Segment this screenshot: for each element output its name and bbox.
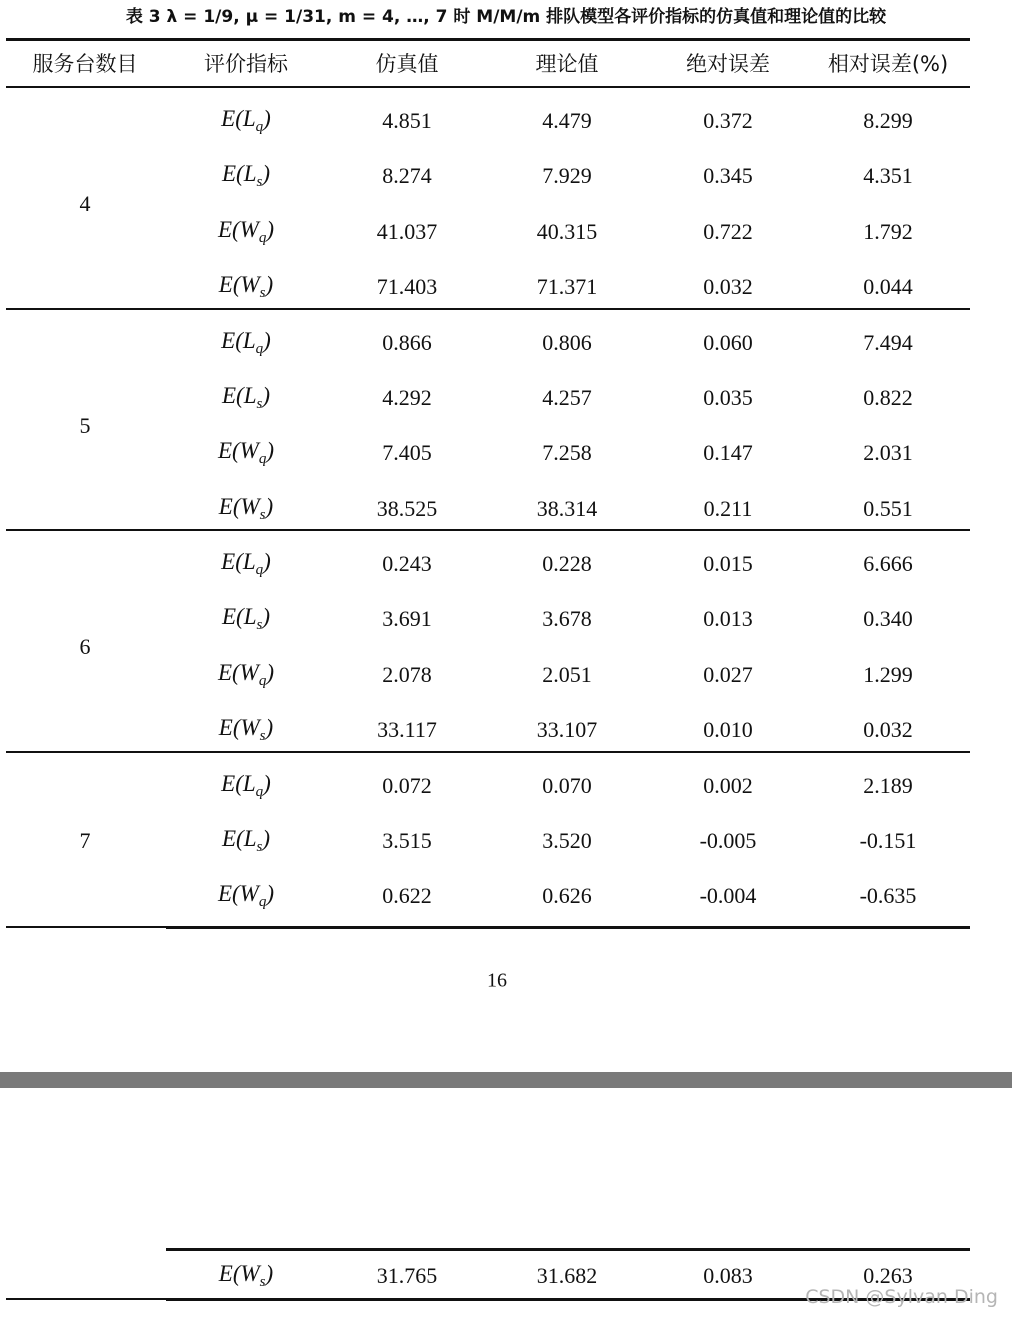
theoretical-value: 2.051 [542, 661, 592, 687]
metric-close: ) [265, 493, 274, 519]
simulated-value: 0.243 [382, 551, 432, 576]
metric-subscript: q [255, 562, 264, 578]
continuation-top-rule [166, 1248, 970, 1251]
metric-base: E(L [221, 161, 257, 187]
metric-base: E(L [221, 549, 256, 574]
metric-base: E(L [221, 825, 257, 851]
metric-subscript: s [259, 506, 266, 523]
header-theoretical: 理论值 [535, 52, 599, 76]
metric-label [221, 328, 271, 358]
abs-error-value: 0.147 [703, 440, 753, 466]
rel-error-value: 0.044 [863, 274, 913, 300]
abs-error-value: 0.032 [703, 274, 753, 300]
metric-close: ) [262, 825, 271, 851]
server-count: 6 [79, 634, 91, 660]
metric-close: ) [265, 272, 274, 298]
rel-error-value: 0.551 [863, 495, 913, 521]
simulated-value: 4.292 [382, 384, 432, 410]
metric-base: E(W [218, 715, 260, 741]
group-rule-5-6 [6, 529, 970, 531]
simulated-value: 0.622 [382, 883, 432, 909]
simulated-value: 7.405 [382, 440, 432, 466]
rel-error-value: 0.340 [863, 606, 913, 632]
rel-error-value: -0.635 [859, 883, 917, 909]
simulated-value: 4.851 [382, 108, 432, 133]
theoretical-value: 38.314 [536, 495, 598, 521]
metric-close: ) [263, 106, 271, 131]
metric-label [222, 161, 270, 191]
continuation-bottom-rule-left [6, 1298, 166, 1300]
rel-error-value: 0.822 [863, 384, 913, 410]
theoretical-value: 3.520 [542, 827, 592, 853]
simulated-value: 3.691 [382, 606, 432, 632]
simulated-value: 8.274 [382, 163, 432, 189]
rel-error-value: 0.263 [863, 1263, 913, 1288]
metric-base: E(L [221, 382, 257, 408]
rel-error-value: 7.494 [863, 329, 913, 355]
metric-label [218, 438, 274, 468]
abs-error-value: 0.372 [703, 108, 753, 133]
metric-close: ) [265, 1261, 274, 1286]
metric-label [221, 549, 271, 579]
metric-base: E(L [221, 106, 256, 131]
simulated-value: 33.117 [377, 717, 437, 743]
metric-subscript: q [255, 119, 264, 135]
theoretical-value: 0.070 [542, 772, 592, 798]
metric-label [219, 715, 273, 745]
metric-close: ) [265, 715, 274, 741]
theoretical-value: 4.479 [542, 108, 592, 133]
abs-error-value: 0.722 [703, 218, 753, 244]
metric-close: ) [266, 881, 275, 907]
metric-base: E(L [221, 327, 256, 353]
theoretical-value: 3.678 [542, 606, 592, 632]
metric-close: ) [266, 216, 275, 242]
metric-label [218, 660, 274, 690]
simulated-value: 0.866 [382, 329, 432, 355]
rel-error-value: 2.189 [863, 772, 913, 798]
simulated-value: 3.515 [382, 827, 432, 853]
rel-error-value: 8.299 [863, 108, 913, 133]
abs-error-value: -0.004 [699, 883, 757, 909]
simulated-value: 31.765 [376, 1263, 438, 1288]
metric-base: E(W [218, 493, 260, 519]
page-number: 16 [487, 969, 507, 992]
metric-subscript: q [258, 672, 267, 689]
header-bottom-rule [6, 86, 970, 88]
page-break-band [0, 1072, 1012, 1088]
metric-subscript: s [259, 728, 266, 745]
metric-close: ) [266, 438, 275, 464]
theoretical-value: 4.257 [542, 384, 592, 410]
header-servers: 服务台数目 [32, 52, 138, 76]
metric-subscript: q [255, 783, 264, 800]
header-simulated: 仿真值 [375, 52, 439, 76]
rel-error-value: 2.031 [863, 440, 913, 466]
table-top-rule [6, 38, 970, 41]
abs-error-value: 0.027 [703, 661, 753, 687]
metric-subscript: s [256, 617, 263, 634]
metric-subscript: q [258, 229, 267, 246]
watermark: CSDN @Sylvan Ding [805, 1286, 998, 1308]
theoretical-value: 7.929 [542, 163, 592, 189]
metric-label [222, 604, 270, 634]
metric-base: E(W [218, 272, 260, 298]
rel-error-value: -0.151 [859, 827, 917, 853]
group-rule-4-5 [6, 308, 970, 310]
simulated-value: 41.037 [376, 218, 438, 244]
abs-error-value: 0.002 [703, 772, 753, 798]
server-count: 5 [79, 412, 91, 438]
simulated-value: 38.525 [376, 495, 438, 521]
metric-close: ) [262, 604, 271, 630]
abs-error-value: 0.060 [703, 329, 753, 355]
metric-close: ) [262, 382, 271, 408]
metric-base: E(W [218, 1261, 260, 1286]
metric-base: E(W [217, 881, 259, 907]
header-abs-error: 绝对误差 [686, 52, 770, 76]
rel-error-value: 0.032 [863, 717, 913, 743]
theoretical-value: 0.626 [542, 883, 592, 909]
abs-error-value: 0.345 [703, 163, 753, 189]
metric-close: ) [266, 659, 275, 685]
abs-error-value: 0.035 [703, 384, 753, 410]
theoretical-value: 0.806 [542, 329, 592, 355]
theoretical-value: 40.315 [536, 218, 598, 244]
metric-base: E(L [221, 770, 256, 796]
simulated-value: 0.072 [382, 772, 432, 798]
metric-subscript: q [258, 451, 267, 468]
theoretical-value: 0.228 [542, 551, 592, 576]
metric-close: ) [263, 327, 271, 353]
abs-error-value: -0.005 [699, 827, 757, 853]
metric-label [222, 826, 270, 856]
server-count: 4 [79, 191, 91, 217]
rel-error-value: 1.792 [863, 218, 913, 244]
simulated-value: 71.403 [376, 274, 438, 300]
abs-error-value: 0.010 [703, 717, 753, 743]
metric-subscript: q [255, 340, 264, 357]
header-metric: 评价指标 [204, 52, 288, 76]
header-rel-error: 相对误差(%) [827, 52, 949, 76]
theoretical-value: 31.682 [536, 1263, 598, 1288]
metric-label [221, 771, 271, 801]
abs-error-value: 0.211 [703, 495, 753, 521]
metric-label [219, 272, 273, 302]
table-bottom-rule-left [6, 926, 166, 928]
theoretical-value: 71.371 [536, 274, 598, 300]
rel-error-value: 1.299 [863, 661, 913, 687]
server-count: 7 [79, 827, 91, 853]
abs-error-value: 0.083 [703, 1263, 753, 1288]
metric-base: E(L [221, 604, 257, 630]
table-bottom-rule [166, 926, 970, 929]
simulated-value: 2.078 [382, 661, 432, 687]
metric-subscript: s [256, 838, 263, 855]
metric-label [222, 383, 270, 413]
metric-close: ) [262, 161, 271, 187]
metric-label [218, 217, 274, 247]
theoretical-value: 7.258 [542, 440, 592, 466]
metric-base: E(W [217, 659, 259, 685]
abs-error-value: 0.015 [703, 551, 753, 576]
abs-error-value: 0.013 [703, 606, 753, 632]
metric-subscript: s [256, 174, 263, 191]
metric-base: E(W [217, 216, 259, 242]
rel-error-value: 6.666 [863, 551, 913, 576]
group-rule-6-7 [6, 751, 970, 753]
metric-subscript: s [259, 1274, 266, 1290]
metric-label [219, 1261, 273, 1291]
metric-base: E(W [217, 438, 259, 464]
theoretical-value: 33.107 [536, 717, 598, 743]
metric-subscript: s [256, 395, 263, 412]
metric-subscript: s [259, 285, 266, 302]
metric-close: ) [263, 770, 271, 796]
rel-error-value: 4.351 [863, 163, 913, 189]
table-caption: 表 3 λ = 1/9, μ = 1/31, m = 4, …, 7 时 M/M/m 排队模型各评价指标的仿真值和理论值的比较 [125, 7, 887, 27]
metric-label [221, 106, 271, 136]
metric-subscript: q [258, 894, 267, 911]
metric-close: ) [263, 549, 271, 574]
metric-label [219, 494, 273, 524]
metric-label [218, 881, 274, 911]
